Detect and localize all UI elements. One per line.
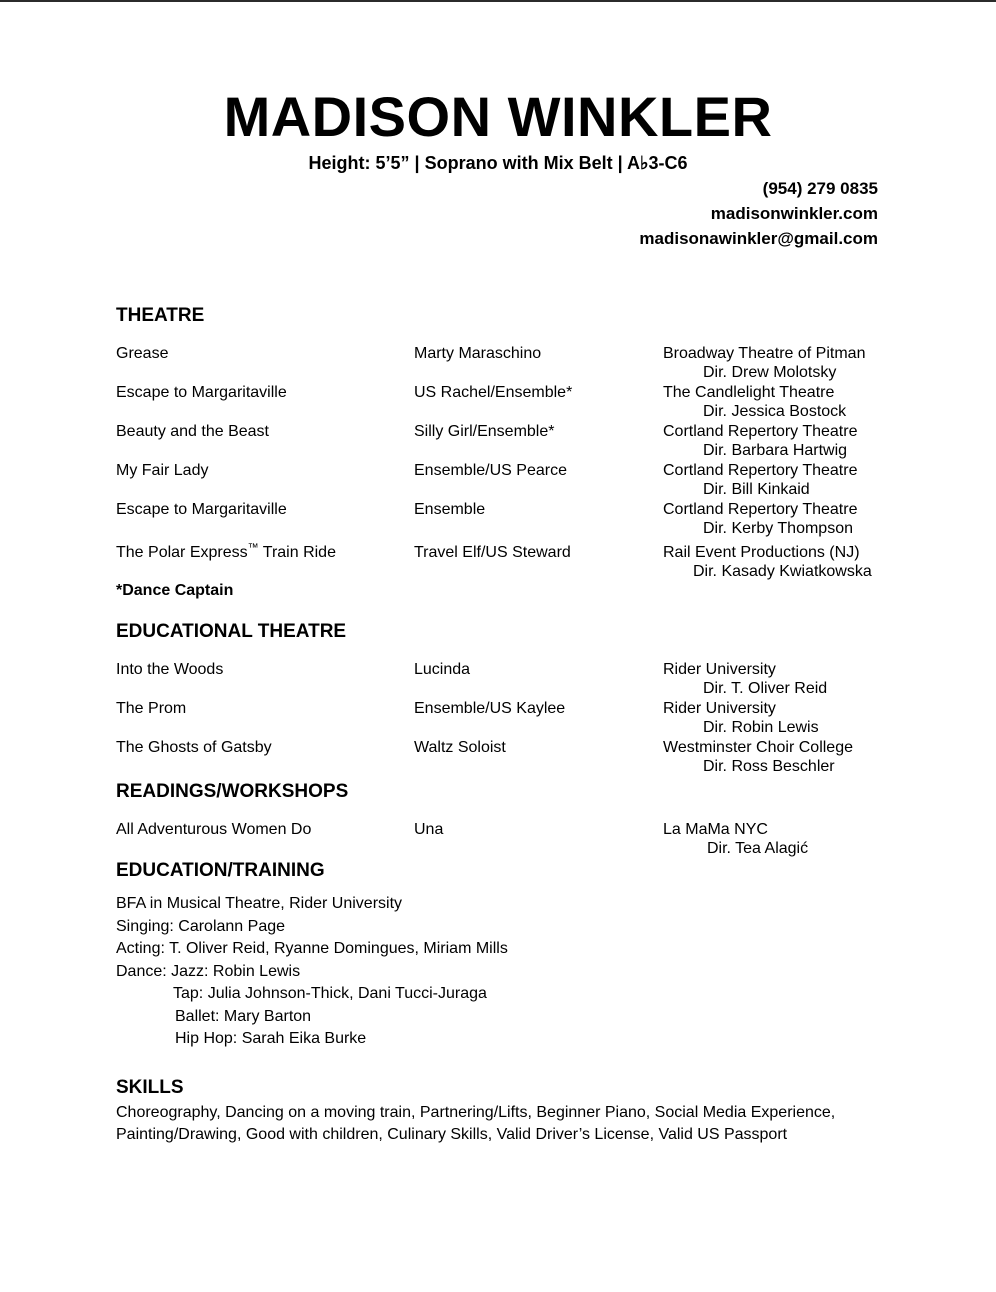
director: Dir. T. Oliver Reid — [703, 680, 828, 697]
director: Dir. Tea Alagić — [707, 840, 809, 857]
show-title: The Ghosts of Gatsby — [116, 739, 272, 756]
role: Marty Maraschino — [414, 345, 542, 362]
trademark-mark: ™ — [247, 542, 259, 554]
show-title: All Adventurous Women Do — [116, 821, 312, 838]
role: Silly Girl/Ensemble* — [414, 423, 555, 440]
show-title — [116, 544, 336, 562]
education-line: Dance: Jazz: Robin Lewis — [116, 962, 301, 980]
credit-row — [116, 384, 896, 424]
show-title-main: The Polar Express — [116, 544, 248, 561]
role: Una — [414, 821, 444, 838]
venue: The Candlelight Theatre — [663, 384, 835, 401]
credit-row — [116, 423, 896, 463]
venue: Rider University — [663, 661, 776, 678]
section-title-theatre: THEATRE — [116, 305, 205, 326]
credit-row — [116, 739, 896, 779]
section-title-skills: SKILLS — [116, 1077, 184, 1098]
credit-row — [116, 345, 896, 385]
show-title: Escape to Margaritaville — [116, 501, 287, 518]
director: Dir. Bill Kinkaid — [703, 481, 810, 498]
venue: Broadway Theatre of Pitman — [663, 345, 866, 362]
venue: La MaMa NYC — [663, 821, 768, 838]
phone-number: (954) 279 0835 — [762, 179, 878, 198]
director: Dir. Kasady Kwiatkowska — [693, 563, 872, 580]
show-title: Beauty and the Beast — [116, 423, 269, 440]
role: Travel Elf/US Steward — [414, 544, 571, 561]
show-title: Escape to Margaritaville — [116, 384, 287, 401]
director: Dir. Jessica Bostock — [703, 403, 847, 420]
role: Ensemble/US Pearce — [414, 462, 567, 479]
venue: Rider University — [663, 700, 776, 717]
vocal-details: Height: 5’5” | Soprano with Mix Belt | A♭3-C6 — [308, 153, 688, 173]
credit-row — [116, 661, 896, 701]
section-title-readings: READINGS/WORKSHOPS — [116, 781, 349, 802]
venue: Cortland Repertory Theatre — [663, 501, 858, 518]
education-line: Tap: Julia Johnson-Thick, Dani Tucci-Juraga — [173, 985, 487, 1002]
role: Ensemble/US Kaylee — [414, 700, 566, 717]
education-list — [116, 893, 508, 1051]
director: Dir. Ross Beschler — [703, 758, 835, 775]
show-title: Into the Woods — [116, 661, 224, 678]
show-title: My Fair Lady — [116, 462, 209, 479]
role: Waltz Soloist — [414, 739, 506, 756]
director: Dir. Drew Molotsky — [703, 364, 837, 381]
director: Dir. Kerby Thompson — [703, 520, 853, 537]
skills-text: Choreography, Dancing on a moving train, Partnering/Lifts, Beginner Piano, Social Media Experience, Painting/Drawing, Good with children, Culinary Skills, Valid Driver’s License, Valid US Passport — [116, 1104, 836, 1143]
performer-name: MADISON WINKLER — [223, 85, 773, 148]
credit-row — [116, 501, 896, 541]
website-link[interactable]: madisonwinkler.com — [710, 204, 878, 223]
show-title: Grease — [116, 345, 169, 362]
venue: Westminster Choir College — [663, 739, 853, 756]
role: US Rachel/Ensemble* — [414, 384, 573, 401]
venue: Cortland Repertory Theatre — [663, 462, 858, 479]
email-link[interactable]: madisonawinkler@gmail.com — [639, 229, 878, 248]
venue: Cortland Repertory Theatre — [663, 423, 858, 440]
education-line: Ballet: Mary Barton — [175, 1007, 312, 1025]
credit-row — [116, 462, 896, 502]
credit-row — [116, 821, 896, 861]
show-title: The Prom — [116, 700, 187, 717]
education-line: Acting: T. Oliver Reid, Ryanne Domingues, Miriam Mills — [116, 940, 508, 957]
director: Dir. Robin Lewis — [703, 719, 819, 736]
education-line: Hip Hop: Sarah Eika Burke — [175, 1030, 367, 1047]
education-line: Singing: Carolann Page — [116, 917, 286, 935]
dance-captain-note: *Dance Captain — [116, 582, 234, 599]
education-line: BFA in Musical Theatre, Rider University — [116, 895, 403, 912]
director: Dir. Barbara Hartwig — [703, 442, 848, 459]
credit-row — [116, 544, 896, 584]
credit-row — [116, 700, 896, 740]
role: Lucinda — [414, 661, 471, 678]
section-title-education: EDUCATION/TRAINING — [116, 860, 325, 881]
section-title-educational-theatre: EDUCATIONAL THEATRE — [116, 621, 347, 642]
venue: Rail Event Productions (NJ) — [663, 544, 860, 561]
contact-block — [639, 176, 878, 251]
role: Ensemble — [414, 501, 486, 518]
show-title-suffix: Train Ride — [258, 544, 336, 561]
